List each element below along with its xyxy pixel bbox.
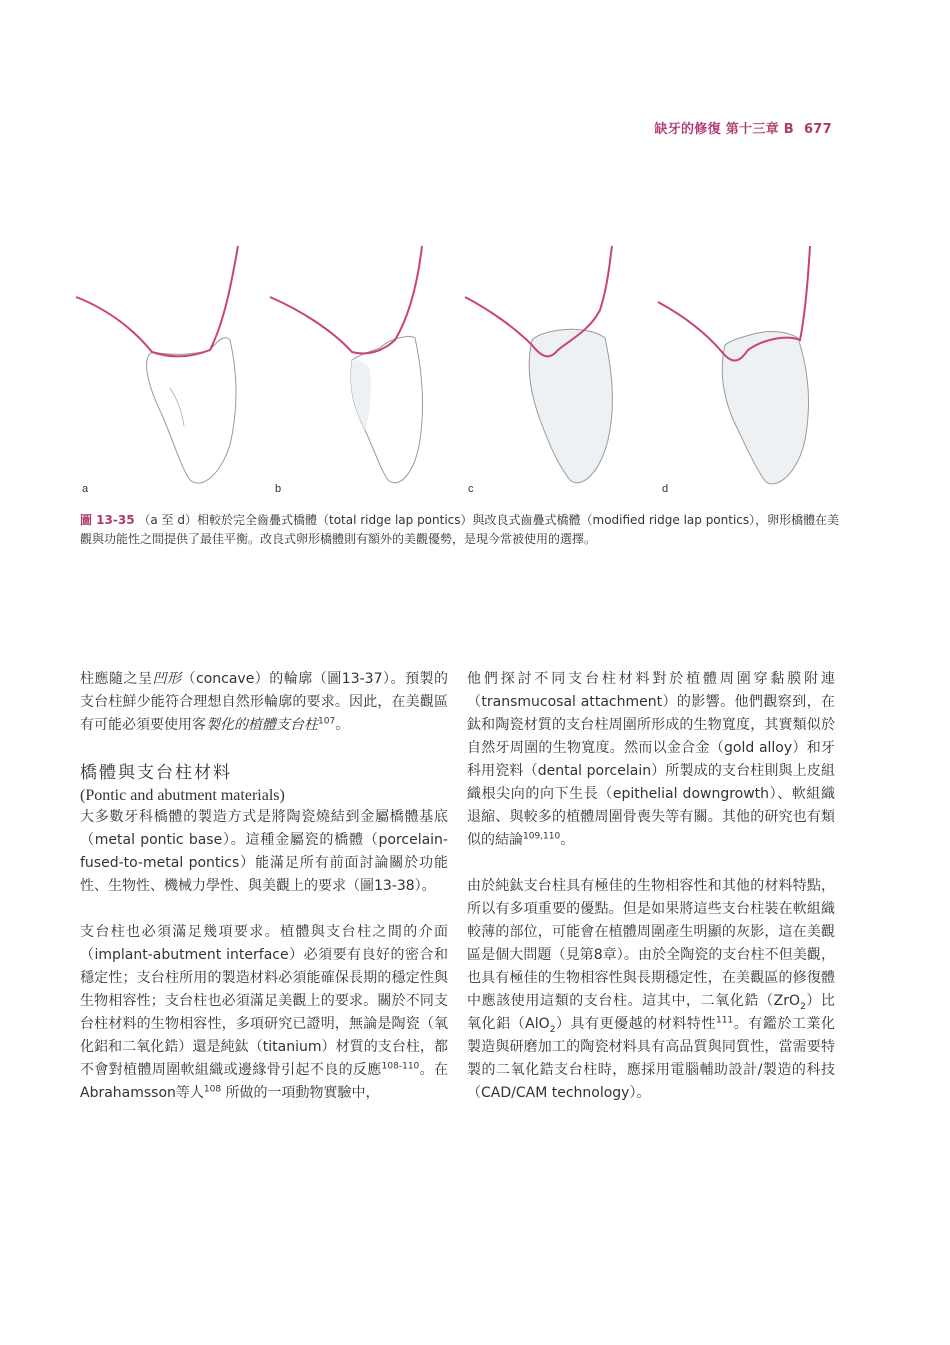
text-run: 他們探討不同支台柱材料對於植體周圍穿黏膜附連（transmucosal attachment）的影響。他們觀察到，在鈦和陶瓷材質的支台柱周圍所形成的生物寬度，其實類似於自然牙周圍的生物寬度。然而以金合金（gold alloy）和牙科用瓷料（dental porcelain）所製成的支台柱則與上皮組織根尖向的向下生長（epithelial downgrowth）、軟組織退縮、與較多的植體周圍骨喪失等有關。其他的研究也有類似的結論 (467, 671, 835, 848)
section-heading: 橋體與支台柱材料 (80, 763, 232, 783)
text-run: 由於純鈦支台柱具有極佳的生物相容性和其他的材料特點，所以有多項重要的優點。但是如果將這些支台柱裝在軟組織較薄的部位，可能會在植體周圍產生明顯的灰影，這在美觀區是個大問題（見第8章）。由於全陶瓷的支台柱不但美觀，也具有極佳的生物相容性與長期穩定性，在美觀區的修復體中應該使用這類的支台柱。這其中，二氧化鋯（ZrO (467, 878, 835, 1009)
text-run: 所做的一項動物實驗中， (221, 1085, 380, 1101)
text-run: 。 (560, 832, 575, 848)
header-title: 缺牙的修復 第十三章 B (654, 122, 794, 137)
paragraph (80, 921, 448, 1105)
text-run: 。 (335, 717, 350, 733)
text-run: ）比氧化鋁（AlO (467, 993, 836, 1032)
text-run: 支台柱也必須滿足幾項要求。植體與支台柱之間的介面（implant-abutment interface）必須要有良好的密合和穩定性；支台柱所用的製造材料必須能確保長期的穩定性與生物相容性；支台柱也必須滿足美觀上的要求。關於不同支台柱材料的生物相容性，多項研究已證明，無論是陶瓷（氧化鋁和二氧化鋯）還是純鈦（titanium）材質的支台柱，都不會對植體周圍軟組織或邊緣骨引起不良的反應 (80, 924, 448, 1078)
tooth-outline-c (529, 329, 612, 482)
figure-caption (80, 511, 840, 549)
left-column (80, 668, 448, 1105)
emphasis: 凹形 (152, 671, 182, 687)
reference-superscript: 111 (715, 1015, 734, 1026)
paragraph: 大多數牙科橋體的製造方式是將陶瓷燒結到金屬橋體基底（metal pontic base）。這種金屬瓷的橋體（porcelain-fused-to-metal pontics）能滿足所有前面討論關於功能性、生物性、機械力學性、與美觀上的要求（圖13-38）。 (80, 809, 448, 894)
caption-text: （a 至 d）相較於完全齒疊式橋體（total ridge lap pontics）與改良式齒疊式橋體（modified ridge lap pontics），卵形橋體在美觀與功能性之間提供了最佳平衡。改良式卵形橋體則有額外的美觀優勢，是現今常被使用的選擇。 (80, 513, 840, 546)
panel-label-b: b (275, 483, 282, 495)
text-run: 。有鑑於工業化製造與研磨加工的陶瓷材料具有高品質與同質性，當需要特製的二氧化鋯支台柱時，應採用電腦輔助設計/製造的科技（CAD/CAM technology）。 (467, 1016, 835, 1101)
running-header (644, 118, 832, 137)
panel-d (658, 246, 810, 495)
panel-c (465, 246, 612, 495)
page-number: 677 (803, 122, 832, 137)
reference-superscript: 107 (318, 716, 336, 727)
reference-superscript: 108 (203, 1084, 222, 1095)
emphasis: 製化的植體支台柱 (206, 717, 318, 733)
panel-a (76, 246, 238, 495)
text-run: 柱應隨之呈 (80, 671, 153, 687)
subscript: 2 (549, 1024, 556, 1035)
section-heading-english: (Pontic and abutment materials) (80, 787, 285, 804)
reference-superscript: 109,110 (523, 831, 561, 842)
panel-label-a: a (82, 483, 89, 495)
gingiva-line-a (76, 246, 238, 356)
figure-number: 圖 13-35 (80, 513, 135, 527)
subscript: 2 (800, 1001, 806, 1012)
reference-superscript: 108-110 (381, 1061, 420, 1072)
paragraph (80, 668, 448, 737)
right-column (467, 668, 835, 1105)
panel-b (270, 246, 422, 495)
panel-label-c: c (468, 483, 474, 495)
tooth-outline-a (147, 338, 236, 483)
pontic-comparison-illustration (70, 240, 850, 500)
tooth-outline-d (722, 332, 808, 484)
text-run: （concave）的輪廓（圖13-37）。預製的支台柱鮮少能符合理想自然形輪廓的要求。因此，在美觀區有可能必須要使用客 (80, 671, 448, 733)
paragraph (467, 668, 835, 852)
text-run: ）具有更優越的材料特性 (555, 1016, 716, 1032)
figure-13-35 (70, 240, 850, 500)
paragraph (467, 875, 835, 1105)
panel-label-d: d (662, 483, 669, 495)
text-run: 。在 Abrahamsson等人 (80, 1062, 449, 1101)
